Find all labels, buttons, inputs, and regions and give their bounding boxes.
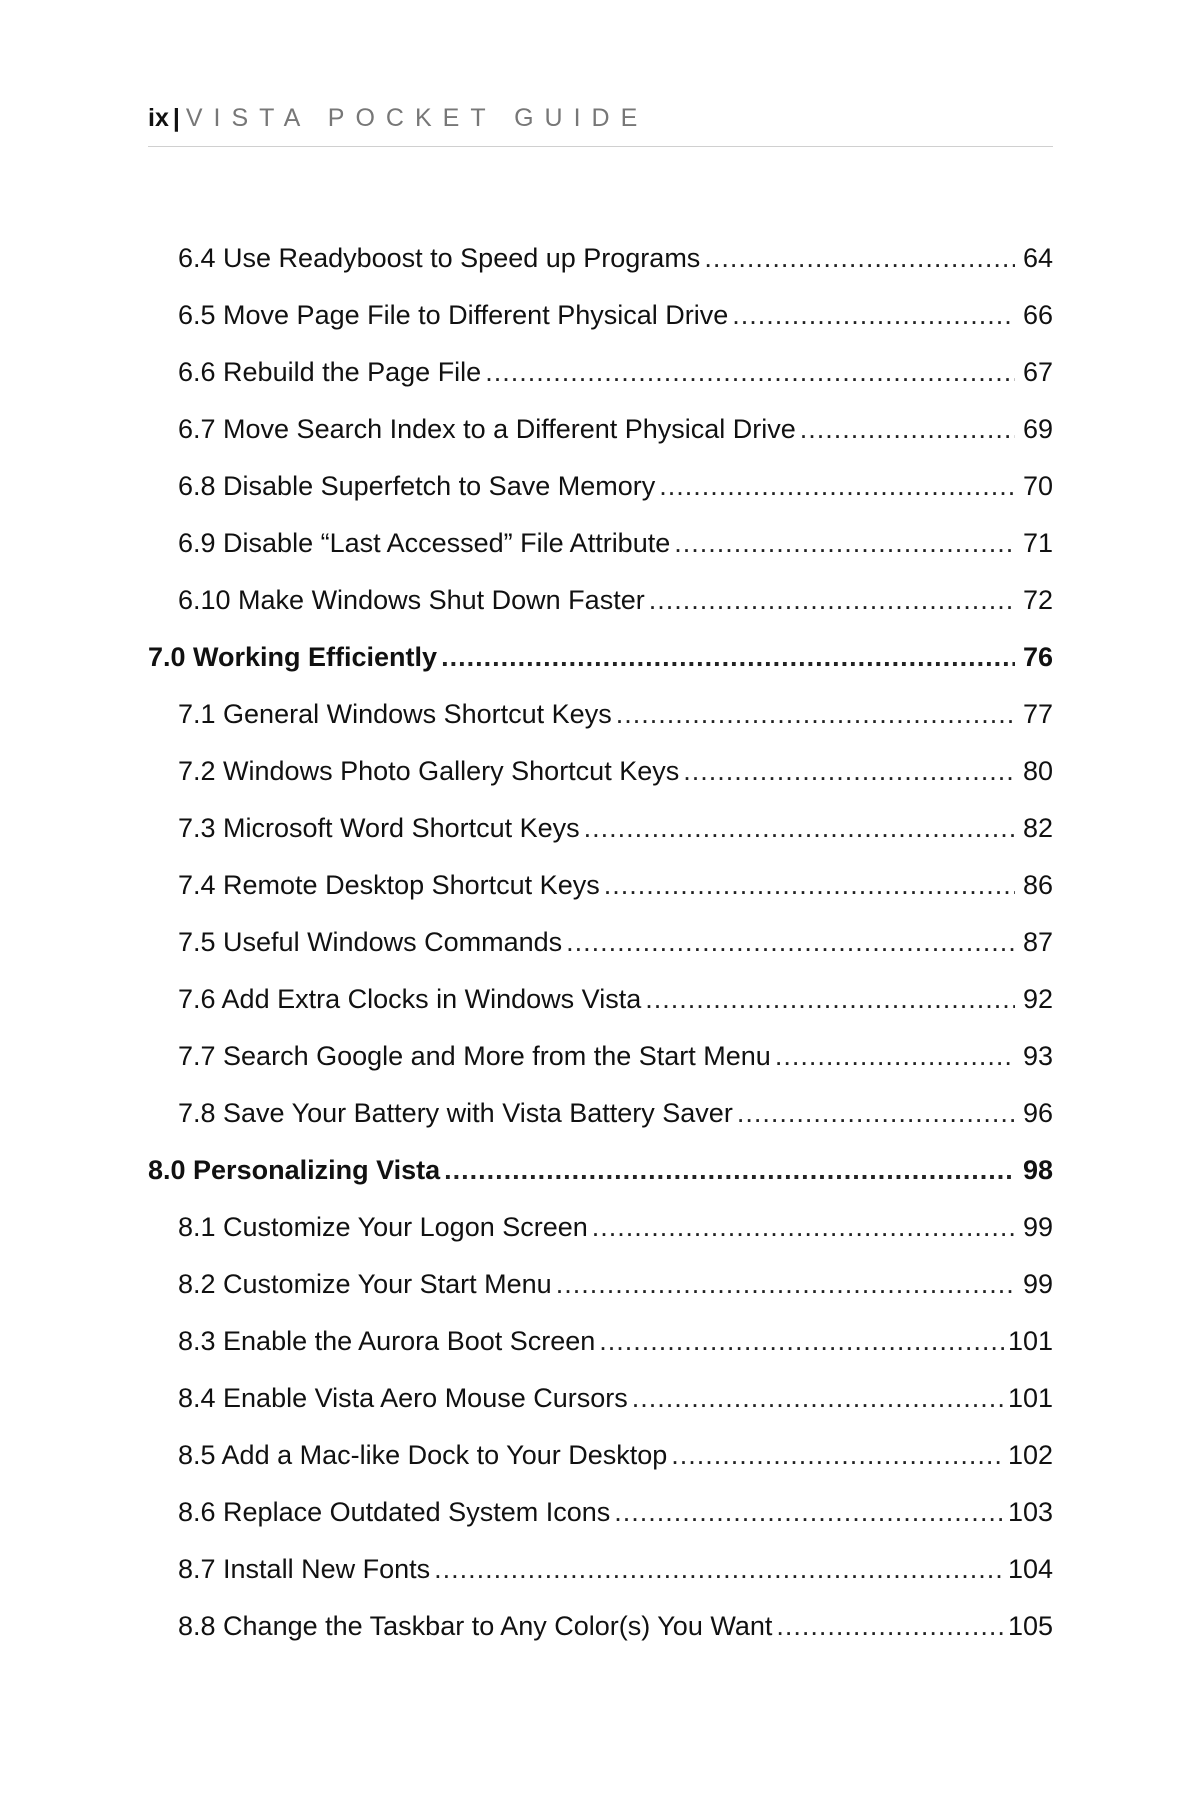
toc-section-entry[interactable] bbox=[148, 927, 1053, 984]
toc-entry-page-number: 101 bbox=[1007, 1326, 1053, 1356]
toc-section-entry[interactable] bbox=[148, 471, 1053, 528]
dot-leader bbox=[604, 870, 1015, 901]
toc-entry-page-number: 102 bbox=[1007, 1440, 1053, 1470]
dot-leader bbox=[671, 1440, 1004, 1471]
toc-entry-title: 8.0 Personalizing Vista bbox=[148, 1155, 441, 1185]
toc-entry-page-number: 93 bbox=[1022, 1041, 1053, 1071]
dot-leader bbox=[645, 984, 1015, 1015]
toc-section-entry[interactable] bbox=[148, 1269, 1053, 1326]
dot-leader bbox=[566, 927, 1015, 958]
toc-entry-title: 8.5 Add a Mac-like Dock to Your Desktop bbox=[178, 1440, 668, 1470]
dot-leader bbox=[614, 1497, 1004, 1528]
toc-entry-page-number: 105 bbox=[1007, 1611, 1053, 1641]
toc-entry-page-number: 80 bbox=[1022, 756, 1053, 786]
toc-chapter-entry[interactable] bbox=[148, 642, 1053, 699]
dot-leader bbox=[592, 1212, 1015, 1243]
toc-entry-page-number: 104 bbox=[1007, 1554, 1053, 1584]
toc-section-entry[interactable] bbox=[148, 699, 1053, 756]
toc-section-entry[interactable] bbox=[148, 1098, 1053, 1155]
toc-section-entry[interactable] bbox=[148, 870, 1053, 927]
toc-entry-page-number: 96 bbox=[1022, 1098, 1053, 1128]
toc-entry-title: 8.4 Enable Vista Aero Mouse Cursors bbox=[178, 1383, 628, 1413]
dot-leader bbox=[659, 471, 1015, 502]
toc-section-entry[interactable] bbox=[148, 528, 1053, 585]
toc-entry-title: 8.8 Change the Taskbar to Any Color(s) You Want bbox=[178, 1611, 773, 1641]
toc-section-entry[interactable] bbox=[148, 357, 1053, 414]
page-header bbox=[148, 104, 1053, 147]
dot-leader bbox=[434, 1554, 1004, 1585]
toc-entry-title: 8.3 Enable the Aurora Boot Screen bbox=[178, 1326, 596, 1356]
toc-entry-title: 7.7 Search Google and More from the Start Menu bbox=[178, 1041, 771, 1071]
toc-entry-title: 7.0 Working Efficiently bbox=[148, 642, 438, 672]
toc-entry-title: 6.10 Make Windows Shut Down Faster bbox=[178, 585, 645, 615]
toc-entry-title: 8.1 Customize Your Logon Screen bbox=[178, 1212, 588, 1242]
toc-entry-title: 8.6 Replace Outdated System Icons bbox=[178, 1497, 611, 1527]
toc-entry-title: 6.4 Use Readyboost to Speed up Programs bbox=[178, 243, 701, 273]
toc-entry-title: 6.9 Disable “Last Accessed” File Attribute bbox=[178, 528, 671, 558]
dot-leader bbox=[776, 1611, 1004, 1642]
toc-section-entry[interactable] bbox=[148, 984, 1053, 1041]
toc-entry-page-number: 92 bbox=[1022, 984, 1053, 1014]
dot-leader bbox=[775, 1041, 1015, 1072]
dot-leader bbox=[704, 243, 1015, 274]
dot-leader bbox=[485, 357, 1015, 388]
dot-leader bbox=[599, 1326, 1004, 1357]
toc-entry-title: 7.4 Remote Desktop Shortcut Keys bbox=[178, 870, 600, 900]
dot-leader bbox=[444, 1155, 1015, 1186]
dot-leader bbox=[674, 528, 1015, 559]
toc-entry-page-number: 86 bbox=[1022, 870, 1053, 900]
toc-section-entry[interactable] bbox=[148, 243, 1053, 300]
toc-section-entry[interactable] bbox=[148, 1041, 1053, 1098]
toc-section-entry[interactable] bbox=[148, 1440, 1053, 1497]
toc-entry-page-number: 99 bbox=[1022, 1212, 1053, 1242]
toc-section-entry[interactable] bbox=[148, 1611, 1053, 1668]
dot-leader bbox=[683, 756, 1015, 787]
toc-entry-page-number: 72 bbox=[1022, 585, 1053, 615]
toc-entry-title: 8.7 Install New Fonts bbox=[178, 1554, 431, 1584]
toc-entry-title: 6.6 Rebuild the Page File bbox=[178, 357, 482, 387]
dot-leader bbox=[556, 1269, 1015, 1300]
toc-section-entry[interactable] bbox=[148, 756, 1053, 813]
toc-entry-title: 6.5 Move Page File to Different Physical Drive bbox=[178, 300, 729, 330]
toc-entry-title: 6.7 Move Search Index to a Different Physical Drive bbox=[178, 414, 796, 444]
toc-entry-page-number: 77 bbox=[1022, 699, 1053, 729]
toc-entry-title: 7.2 Windows Photo Gallery Shortcut Keys bbox=[178, 756, 680, 786]
toc-entry-title: 6.8 Disable Superfetch to Save Memory bbox=[178, 471, 656, 501]
toc-entry-page-number: 99 bbox=[1022, 1269, 1053, 1299]
toc-entry-page-number: 87 bbox=[1022, 927, 1053, 957]
toc-entry-page-number: 70 bbox=[1022, 471, 1053, 501]
toc-entry-title: 7.5 Useful Windows Commands bbox=[178, 927, 563, 957]
toc-section-entry[interactable] bbox=[148, 1326, 1053, 1383]
toc-entry-page-number: 66 bbox=[1022, 300, 1053, 330]
toc-entry-page-number: 101 bbox=[1007, 1383, 1053, 1413]
header-separator: | bbox=[172, 104, 180, 132]
running-title: VISTA POCKET GUIDE bbox=[185, 104, 649, 132]
toc-section-entry[interactable] bbox=[148, 585, 1053, 642]
toc-entry-page-number: 103 bbox=[1007, 1497, 1053, 1527]
table-of-contents bbox=[148, 243, 1053, 1668]
toc-section-entry[interactable] bbox=[148, 813, 1053, 870]
toc-chapter-entry[interactable] bbox=[148, 1155, 1053, 1212]
toc-section-entry[interactable] bbox=[148, 1497, 1053, 1554]
toc-section-entry[interactable] bbox=[148, 1554, 1053, 1611]
dot-leader bbox=[649, 585, 1015, 616]
toc-entry-page-number: 64 bbox=[1022, 243, 1053, 273]
toc-entry-page-number: 71 bbox=[1022, 528, 1053, 558]
toc-section-entry[interactable] bbox=[148, 1383, 1053, 1440]
toc-section-entry[interactable] bbox=[148, 300, 1053, 357]
dot-leader bbox=[616, 699, 1015, 730]
dot-leader bbox=[632, 1383, 1004, 1414]
dot-leader bbox=[800, 414, 1015, 445]
toc-entry-title: 8.2 Customize Your Start Menu bbox=[178, 1269, 552, 1299]
toc-entry-title: 7.3 Microsoft Word Shortcut Keys bbox=[178, 813, 580, 843]
toc-entry-title: 7.6 Add Extra Clocks in Windows Vista bbox=[178, 984, 642, 1014]
toc-section-entry[interactable] bbox=[148, 1212, 1053, 1269]
dot-leader bbox=[584, 813, 1015, 844]
dot-leader bbox=[732, 300, 1015, 331]
dot-leader bbox=[441, 642, 1015, 673]
dot-leader bbox=[737, 1098, 1015, 1129]
toc-entry-page-number: 67 bbox=[1022, 357, 1053, 387]
toc-entry-page-number: 98 bbox=[1022, 1155, 1053, 1185]
toc-entry-page-number: 76 bbox=[1022, 642, 1053, 672]
page-number: ix bbox=[148, 104, 169, 132]
toc-section-entry[interactable] bbox=[148, 414, 1053, 471]
toc-entry-page-number: 69 bbox=[1022, 414, 1053, 444]
toc-entry-title: 7.1 General Windows Shortcut Keys bbox=[178, 699, 612, 729]
toc-entry-title: 7.8 Save Your Battery with Vista Battery Saver bbox=[178, 1098, 733, 1128]
toc-entry-page-number: 82 bbox=[1022, 813, 1053, 843]
